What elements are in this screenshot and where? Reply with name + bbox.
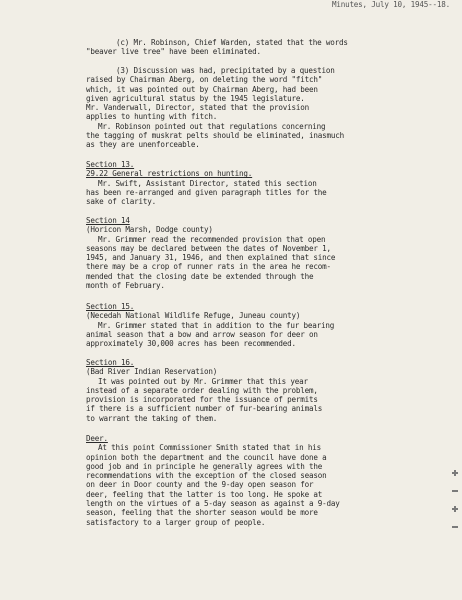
paragraph-line: "beaver live tree" have been eliminated. — [86, 47, 261, 57]
section-line: satisfactory to a larger group of people. — [86, 517, 266, 527]
section-subtitle: 29.22 General restrictions on hunting. — [86, 169, 253, 179]
section-line: season, feeling that the shorter season would be more — [86, 508, 318, 518]
section-title: Section 13. — [86, 160, 135, 169]
margin-mark — [452, 490, 458, 492]
paragraph-line: Mr. Robinson pointed out that regulations concerning — [98, 121, 326, 131]
paragraph-3 — [86, 66, 456, 150]
paragraph-line: as they are unenforceable. — [86, 140, 200, 150]
section-title: Section 16. — [86, 358, 135, 367]
section-subtitle: (Necedah National Wildlife Refuge, Juneau county) — [86, 311, 301, 321]
section-title: Section 14 — [86, 216, 130, 225]
section-line: mended that the closing date be extended through the — [86, 271, 314, 281]
section-line: Mr. Grimmer read the recommended provision that open — [98, 234, 326, 244]
section-line: It was pointed out by Mr. Grimmer that this year — [98, 376, 308, 386]
section-line: month of February. — [86, 281, 165, 291]
section-line: animal season that a bow and arrow season for deer on — [86, 329, 318, 339]
margin-mark — [452, 508, 458, 510]
section-line: seasons may be declared between the dates of November 1, — [86, 243, 331, 253]
section-16 — [86, 358, 456, 423]
section-15 — [86, 302, 456, 348]
paragraph-line: the tagging of muskrat pelts should be eliminated, inasmuch — [86, 131, 344, 141]
section-13 — [86, 160, 456, 206]
section-line: recommendations with the exception of the closed season — [86, 471, 327, 481]
paragraph-line: raised by Chairman Aberg, on deleting the word "fitch" — [86, 75, 323, 85]
section-line: deer, feeling that the latter is too long. He spoke at — [86, 489, 323, 499]
section-line: At this point Commissioner Smith stated that in his — [98, 443, 321, 453]
section-14 — [86, 216, 456, 290]
paragraph-line: which, it was pointed out by Chairman Aberg, had been — [86, 84, 318, 94]
section-title: Section 15. — [86, 302, 135, 311]
margin-mark — [452, 526, 458, 528]
section-line: 1945, and January 31, 1946, and then explained that since — [86, 253, 336, 263]
paragraph-line: given agricultural status by the 1945 legislature. — [86, 93, 305, 103]
paragraph-c — [86, 38, 456, 57]
section-line: if there is a sufficient number of fur-bearing animals — [86, 404, 323, 414]
section-line: approximately 30,000 acres has been recommended. — [86, 339, 296, 349]
section-subtitle: (Horicon Marsh, Dodge county) — [86, 225, 213, 235]
section-line: has been re-arranged and given paragraph titles for the — [86, 187, 327, 197]
paragraph-line: (3) Discussion was had, precipitated by a question — [116, 66, 335, 75]
section-line: Mr. Swift, Assistant Director, stated this section — [98, 178, 317, 188]
section-line: provision is incorporated for the issuance of permits — [86, 395, 318, 405]
section-line: opinion both the department and the council have done a — [86, 452, 327, 462]
section-subtitle: (Bad River Indian Reservation) — [86, 367, 218, 377]
section-line: Mr. Grimmer stated that in addition to the fur bearing — [98, 320, 335, 330]
section-deer — [86, 434, 456, 527]
section-line: length on the virtues of a 5-day season as against a 9-day — [86, 499, 340, 509]
section-line: there may be a crop of runner rats in the area he recom- — [86, 262, 331, 272]
margin-mark — [452, 472, 458, 474]
section-line: good job and in principle he generally agrees with the — [86, 461, 323, 471]
section-line: on deer in Door county and the 9-day open season for — [86, 480, 314, 490]
paragraph-line: (c) Mr. Robinson, Chief Warden, stated that the words — [116, 38, 348, 47]
section-line: instead of a separate order dealing with the problem, — [86, 385, 318, 395]
page-header: Minutes, July 10, 1945--18. — [331, 0, 450, 9]
section-title: Deer. — [86, 434, 108, 443]
margin-marks — [452, 470, 458, 540]
section-line: sake of clarity. — [86, 197, 156, 207]
paragraph-line: Mr. Vanderwall, Director, stated that the provision — [86, 103, 309, 113]
paragraph-line: applies to hunting with fitch. — [86, 112, 218, 122]
section-line: to warrant the taking of them. — [86, 413, 218, 423]
